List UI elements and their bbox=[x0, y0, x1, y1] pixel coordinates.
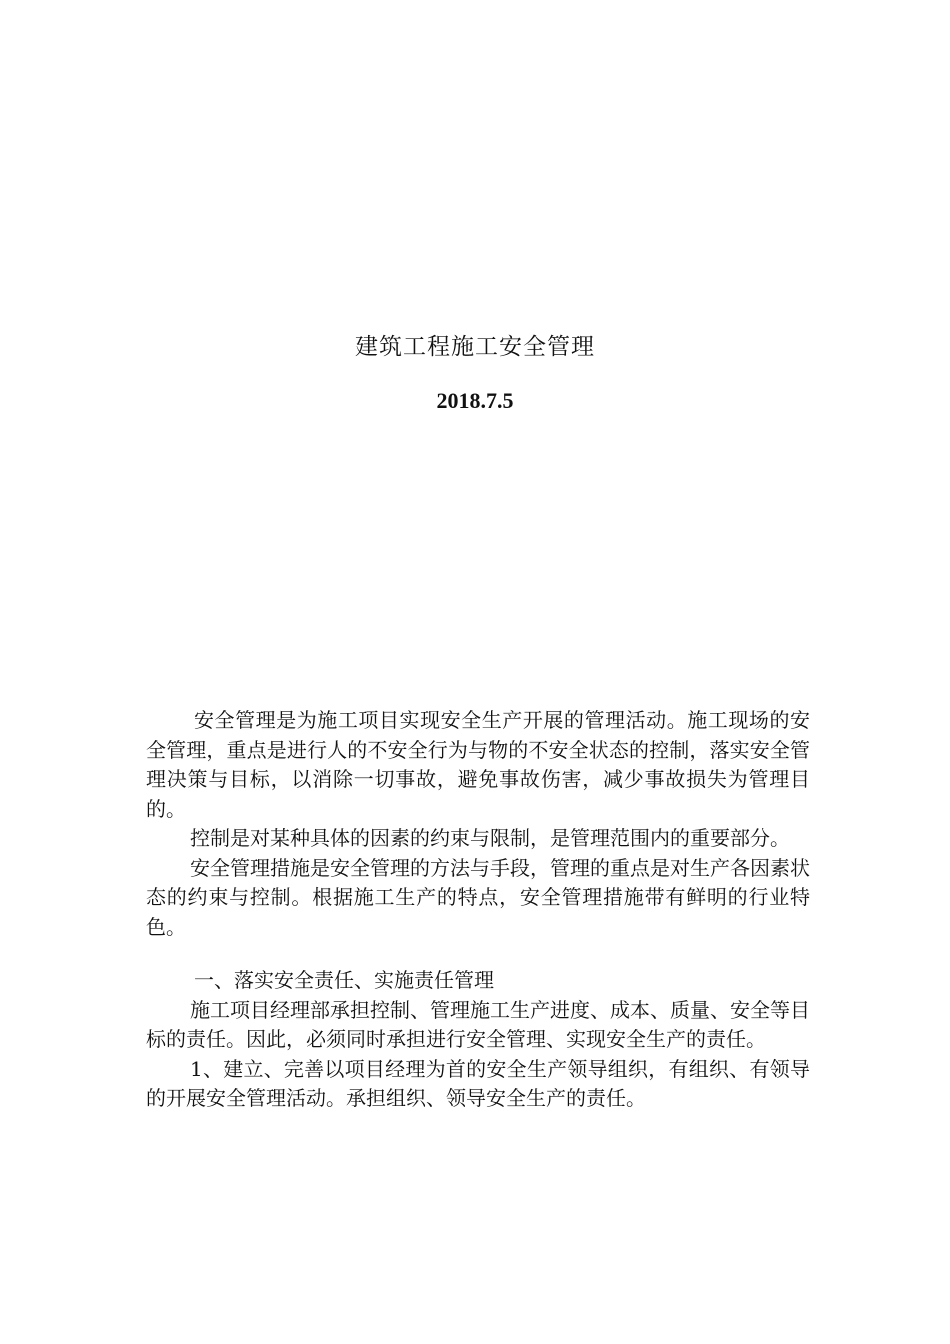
paragraph-control: 控制是对某种具体的因素的约束与限制，是管理范围内的重要部分。 bbox=[190, 826, 790, 850]
section-heading: 一、落实安全责任、实施责任管理 bbox=[194, 968, 494, 992]
paragraph-section-1: 施工项目经理部承担控制、管理施工生产进度、成本、质量、安全等目标的责任。因此，必须同时承担进行安全管理、实现安全生产的责任。 bbox=[146, 997, 810, 1051]
paragraph-intro: 安全管理是为施工项目实现安全生产开展的管理活动。施工现场的安全管理，重点是进行人的不安全行为与物的不安全状态的控制，落实安全管理决策与目标，以消除一切事故，避免事故伤害，减少事故损失为管理目的。 bbox=[146, 708, 810, 821]
paragraph-section-2: 1、建立、完善以项目经理为首的安全生产领导组织，有组织、有领导的开展安全管理活动。承担组织、领导安全生产的责任。 bbox=[146, 1056, 810, 1110]
paragraph-measures: 安全管理措施是安全管理的方法与手段，管理的重点是对生产各因素状态的约束与控制。根据施工生产的特点，安全管理措施带有鲜明的行业特色。 bbox=[146, 855, 810, 939]
paragraph-spacer bbox=[146, 942, 810, 966]
document-title: 建筑工程施工安全管理 bbox=[355, 334, 595, 360]
document-date: 2018.7.5 bbox=[436, 388, 514, 413]
document-body bbox=[146, 706, 810, 1114]
